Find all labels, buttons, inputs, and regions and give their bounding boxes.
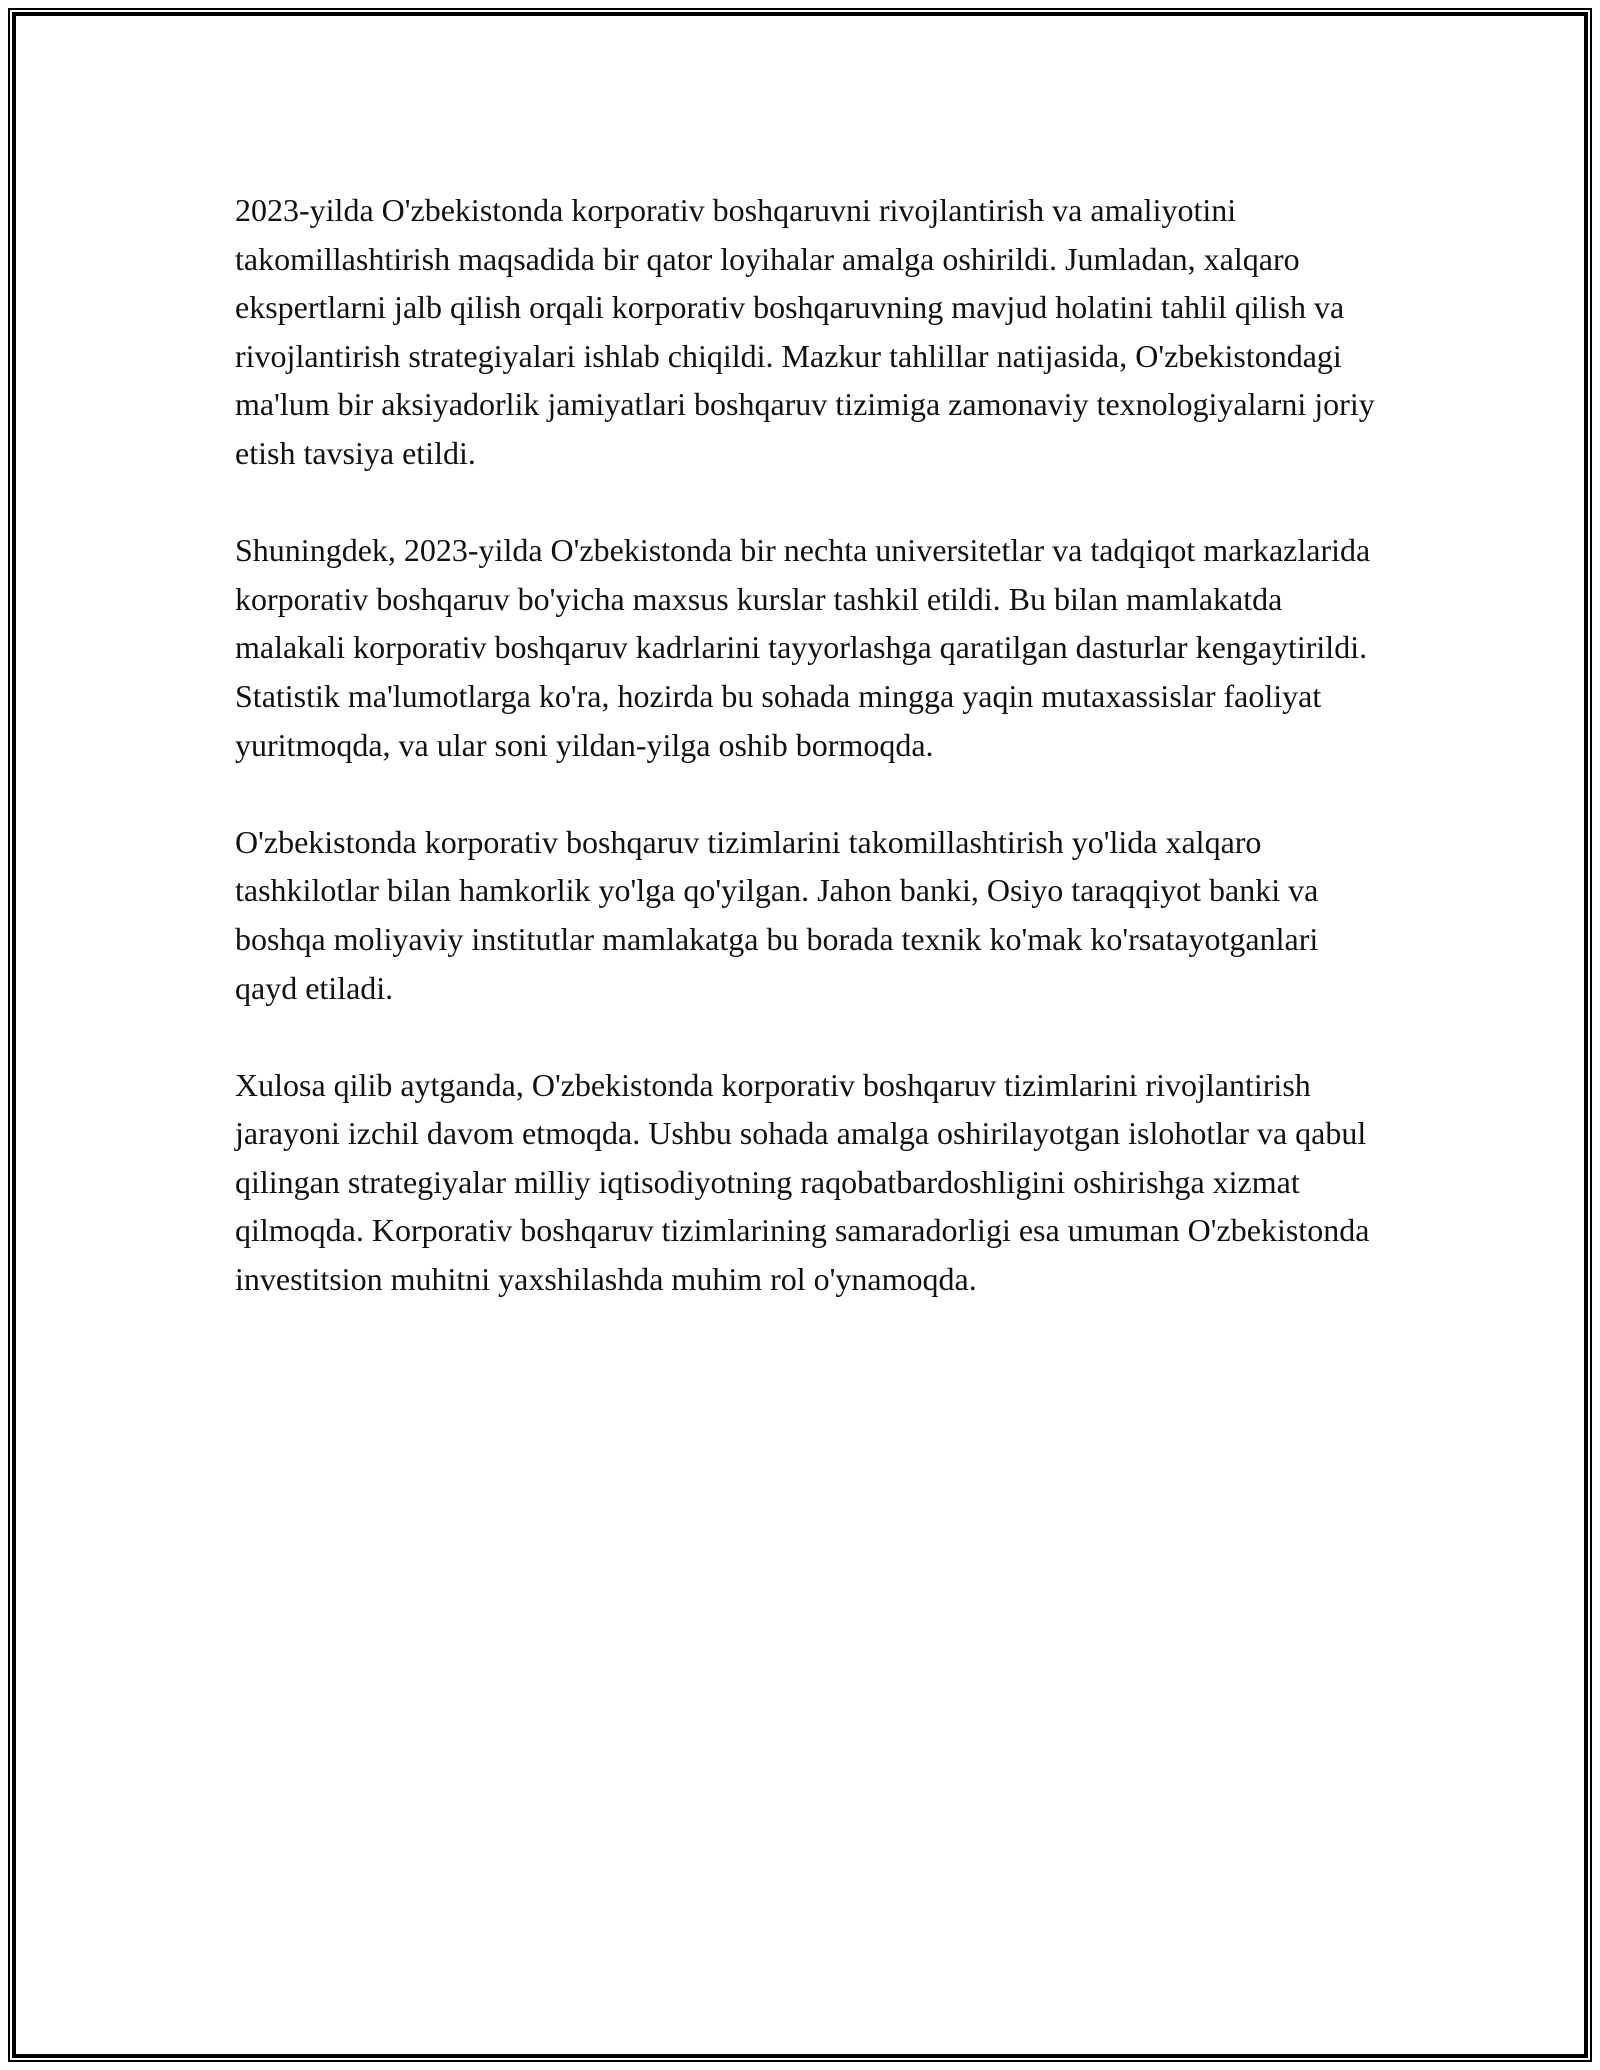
document-body bbox=[235, 186, 1375, 1304]
paragraph-2: Shuningdek, 2023-yilda O'zbekistonda bir nechta universitetlar va tadqiqot markazlarida korporativ boshqaruv bo'yicha maxsus kurslar tashkil etildi. Bu bilan mamlakatda malakali korporativ boshqaruv kadrlarini tayyorlashga qaratilgan dasturlar kengaytirildi. Statistik ma'lumotlarga ko'ra, hozirda bu sohada mingga yaqin mutaxassislar faoliyat yuritmoqda, va ular soni yildan-yilga oshib bormoqda. bbox=[235, 532, 1371, 763]
paragraph-4: Xulosa qilib aytganda, O'zbekistonda korporativ boshqaruv tizimlarini rivojlantirish jarayoni izchil davom etmoqda. Ushbu sohada amalga oshirilayotgan islohotlar va qabul qilingan strategiyalar milliy iqtisodiyotning raqobatbardoshligini oshirishga xizmat qilmoqda. Korporativ boshqaruv tizimlarining samaradorligi esa umuman O'zbekistonda investitsion muhitni yaxshilashda muhim rol o'ynamoqda. bbox=[235, 1066, 1370, 1298]
paragraph-1: 2023-yilda O'zbekistonda korporativ boshqaruvni rivojlantirish va amaliyotini takomillashtirish maqsadida bir qator loyihalar amalga oshirildi. Jumladan, xalqaro ekspertlarni jalb qilish orqali korporativ boshqaruvning mavjud holatini tahlil qilish va rivojlantirish strategiyalari ishlab chiqildi. Mazkur tahlillar natijasida, O'zbekistondagi ma'lum bir aksiyadorlik jamiyatlari boshqaruv tizimiga zamonaviy texnologiyalarni joriy etish tavsiya etildi. bbox=[235, 192, 1375, 471]
paragraph-3: O'zbekistonda korporativ boshqaruv tizimlarini takomillashtirish yo'lida xalqaro tashkilotlar bilan hamkorlik yo'lga qo'yilgan. Jahon banki, Osiyo taraqqiyot banki va boshqa moliyaviy institutlar mamlakatga bu borada texnik ko'mak ko'rsatayotganlari qayd etiladi. bbox=[235, 823, 1319, 1006]
